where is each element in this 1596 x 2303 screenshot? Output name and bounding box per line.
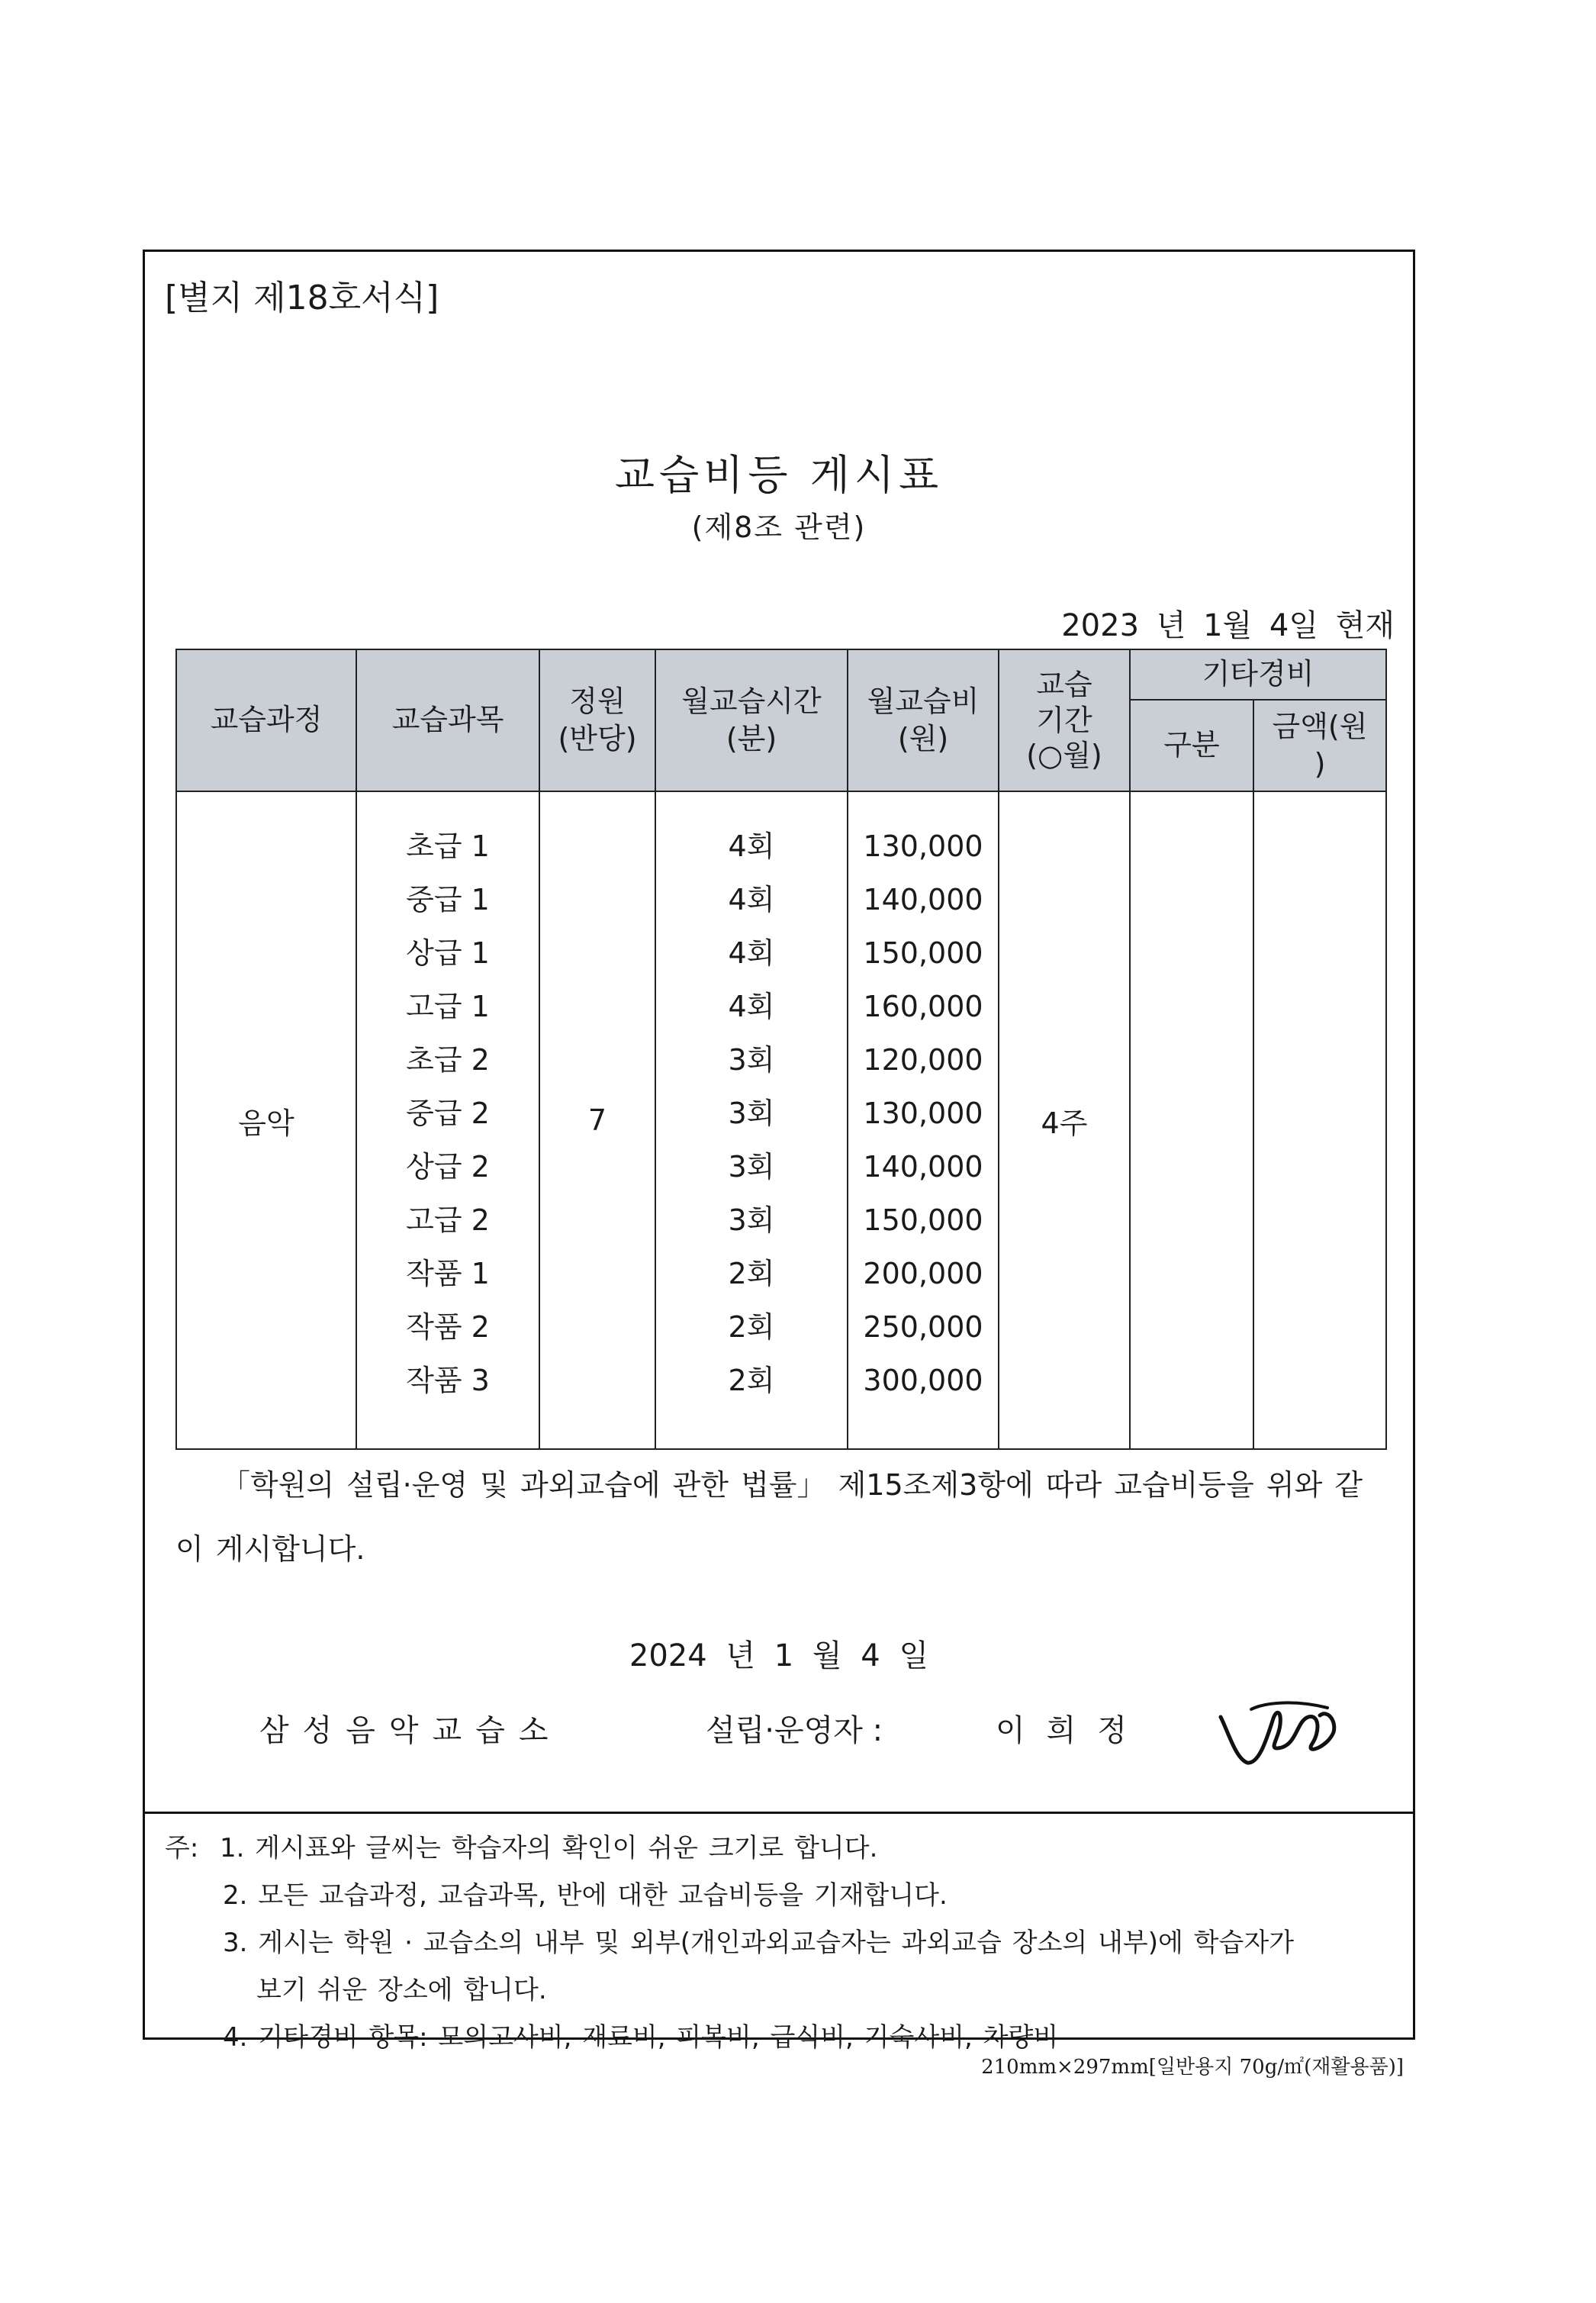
notes-section (145, 1812, 1413, 2053)
row-hours: 3회 (728, 1097, 775, 1130)
row-subject: 초급 1 (406, 829, 490, 863)
row-hours: 4회 (728, 936, 775, 970)
note-item-continued: 보기 쉬운 장소에 합니다. (256, 1975, 547, 2005)
row-fee: 160,000 (863, 990, 983, 1023)
row-hours: 3회 (728, 1150, 775, 1184)
row-hours: 4회 (728, 829, 775, 863)
capacity-cell: 7 (539, 791, 655, 1449)
row-subject: 상급 2 (406, 1150, 490, 1184)
handwritten-signature-icon (1205, 1686, 1350, 1778)
header-capacity: 정원 (반당) (539, 649, 655, 791)
operator-name: 이희정 (996, 1713, 1148, 1748)
row-hours: 4회 (728, 883, 775, 916)
notes-prefix: 주: (165, 1833, 199, 1863)
row-hours: 2회 (728, 1310, 775, 1344)
row-subject: 상급 1 (406, 936, 490, 970)
row-fee: 140,000 (863, 883, 983, 916)
header-subject: 교습과목 (356, 649, 539, 791)
row-hours: 2회 (728, 1257, 775, 1290)
row-fee: 120,000 (863, 1043, 983, 1077)
operator-label: 설립·운영자 : (706, 1713, 883, 1748)
row-hours: 2회 (728, 1364, 775, 1397)
row-fee: 250,000 (863, 1310, 983, 1344)
amount-cell (1253, 791, 1386, 1449)
row-fee: 300,000 (863, 1364, 983, 1397)
fee-table (175, 649, 1387, 1450)
document-title: 교습비등 게시표 (614, 451, 944, 499)
row-subject: 작품 3 (406, 1364, 490, 1397)
note-item: 2. 모든 교습과정, 교습과목, 반에 대한 교습비등을 기재합니다. (223, 1880, 948, 1911)
header-course: 교습과정 (176, 649, 356, 791)
issue-date: 2024 년 1 월 4 일 (629, 1638, 929, 1673)
form-frame (143, 250, 1415, 2053)
header-category: 구분 (1130, 700, 1253, 791)
row-subject: 초급 2 (406, 1043, 490, 1077)
header-monthly-fee: 월교습비 (원) (848, 649, 999, 791)
row-subject: 작품 1 (406, 1257, 490, 1290)
header-other-expenses: 기타경비 (1130, 649, 1386, 700)
academy-name: 삼성음악교습소 (259, 1713, 562, 1748)
row-fee: 130,000 (863, 1097, 983, 1130)
header-period: 교습 기간 (○월) (999, 649, 1130, 791)
category-cell (1130, 791, 1253, 1449)
row-fee: 150,000 (863, 936, 983, 970)
period-cell: 4주 (999, 791, 1130, 1449)
row-subject: 중급 2 (406, 1097, 490, 1130)
row-hours: 4회 (728, 990, 775, 1023)
row-subject: 중급 1 (406, 883, 490, 916)
header-monthly-hours: 월교습시간 (분) (655, 649, 848, 791)
note-item: 3. 게시는 학원 · 교습소의 내부 및 외부(개인과외교습자는 과외교습 장소의 내부)에 학습자가 (223, 1928, 1295, 1958)
row-fee: 200,000 (863, 1257, 983, 1290)
row-fee: 130,000 (863, 829, 983, 863)
paper-spec: 210mm×297mm[일반용지 70g/㎡(재활용품)] (981, 2056, 1404, 2079)
hours-column (655, 791, 848, 1449)
row-hours: 3회 (728, 1203, 775, 1237)
course-cell: 음악 (176, 791, 356, 1449)
note-item: 1. 게시표와 글씨는 학습자의 확인이 쉬운 크기로 합니다. (219, 1833, 878, 1863)
form-label: [별지 제18호서식] (165, 279, 439, 317)
row-subject: 고급 2 (406, 1203, 490, 1237)
row-fee: 140,000 (863, 1150, 983, 1184)
fee-column (848, 791, 999, 1449)
document-subtitle: (제8조 관련) (691, 511, 867, 544)
note-item: 4. 기타경비 항목: 모의고사비, 재료비, 피복비, 급식비, 기숙사비, 차량비 (223, 2022, 1059, 2053)
row-subject: 고급 1 (406, 990, 490, 1023)
as-of-date: 2023 년 1월 4일 현재 (1061, 608, 1395, 643)
row-hours: 3회 (728, 1043, 775, 1077)
statement: 「학원의 설립·운영 및 과외교습에 관한 법률」 제15조제3항에 따라 교습비등을 위와 같이 게시합니다. (175, 1468, 1363, 1566)
row-subject: 작품 2 (406, 1310, 490, 1344)
header-amount: 금액(원 ) (1253, 700, 1386, 791)
subject-column (356, 791, 539, 1449)
row-fee: 150,000 (863, 1203, 983, 1237)
